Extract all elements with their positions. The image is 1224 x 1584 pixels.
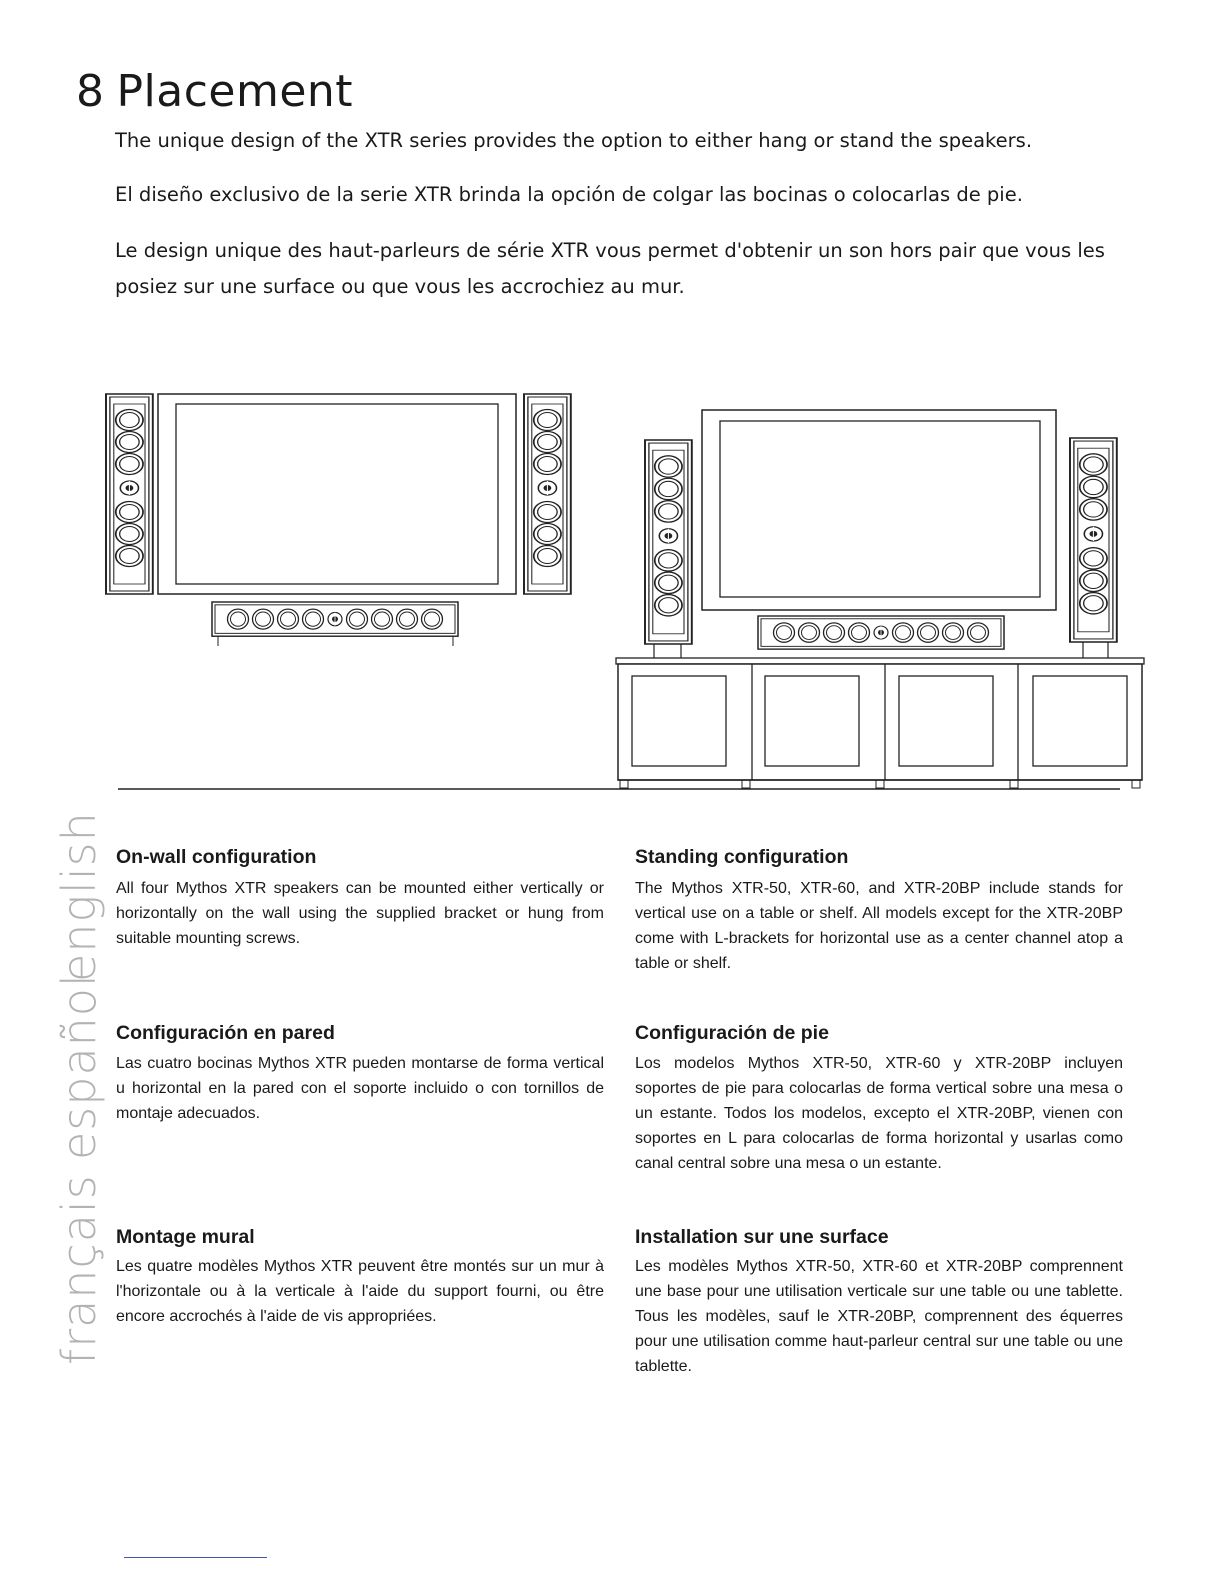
section-title: Placement	[116, 66, 354, 117]
section-number: 8	[76, 66, 105, 117]
spanish-stand-title: Configuración de pie	[635, 1022, 829, 1044]
spanish-wall-title: Configuración en pared	[116, 1022, 335, 1044]
english-stand-title: Standing configuration	[635, 846, 849, 868]
french-wall-title: Montage mural	[116, 1226, 255, 1248]
english-wall-body: All four Mythos XTR speakers can be mounted either vertically or horizontally on the wall using the supplied bracket or hung from suitable mounting screws.	[116, 880, 604, 947]
page-title	[76, 66, 353, 117]
language-label-english: english	[52, 811, 106, 982]
on-wall-illustration	[106, 394, 571, 646]
spanish-stand-body: Los modelos Mythos XTR-50, XTR-60 y XTR-20BP incluyen soportes de pie para colocarlas de forma vertical sobre una mesa o un estante. Todos los modelos, excepto el XTR-20BP, vienen con soportes en L para colocarlas de forma horizontal y usarlas como canal central sobre una mesa o un estante.	[635, 1055, 1123, 1172]
standing-illustration	[616, 410, 1144, 788]
intro-spanish: El diseño exclusivo de la serie XTR brinda la opción de colgar las bocinas o colocarlas de pie.	[115, 183, 1023, 206]
french-wall-body: Les quatre modèles Mythos XTR peuvent être montés sur un mur à l'horizontale ou à la verticale à l'aide du support fourni, ou être encore accrochés à l'aide de vis appropriées.	[116, 1258, 604, 1325]
english-stand-body: The Mythos XTR-50, XTR-60, and XTR-20BP include stands for vertical use on a table or shelf. All models except for the XTR-20BP come with L-brackets for horizontal use as a center channel atop a table or shelf.	[635, 880, 1123, 972]
language-label-french: français	[52, 1174, 106, 1365]
english-wall-title: On-wall configuration	[116, 846, 317, 868]
spanish-wall-body: Las cuatro bocinas Mythos XTR pueden montarse de forma vertical u horizontal en la pared con el soporte incluido o con tornillos de montaje adecuados.	[116, 1055, 604, 1122]
footer-rule	[124, 1557, 267, 1558]
french-stand-body: Les modèles Mythos XTR-50, XTR-60 et XTR-20BP comprennent une base pour une utilisation verticale sur une table ou une tablette. Tous les modèles, sauf le XTR-20BP, comprennent des équerres pour une utilisation comme haut-parleur central sur une table ou une tablette.	[635, 1258, 1123, 1375]
language-label-spanish: español	[52, 973, 106, 1160]
intro-french: Le design unique des haut-parleurs de série XTR vous permet d'obtenir un son hors pair que vous les posiez sur une surface ou que vous les accrochiez au mur.	[115, 239, 1105, 298]
intro-english: The unique design of the XTR series provides the option to either hang or stand the speakers.	[115, 129, 1033, 152]
french-stand-title: Installation sur une surface	[635, 1226, 889, 1248]
